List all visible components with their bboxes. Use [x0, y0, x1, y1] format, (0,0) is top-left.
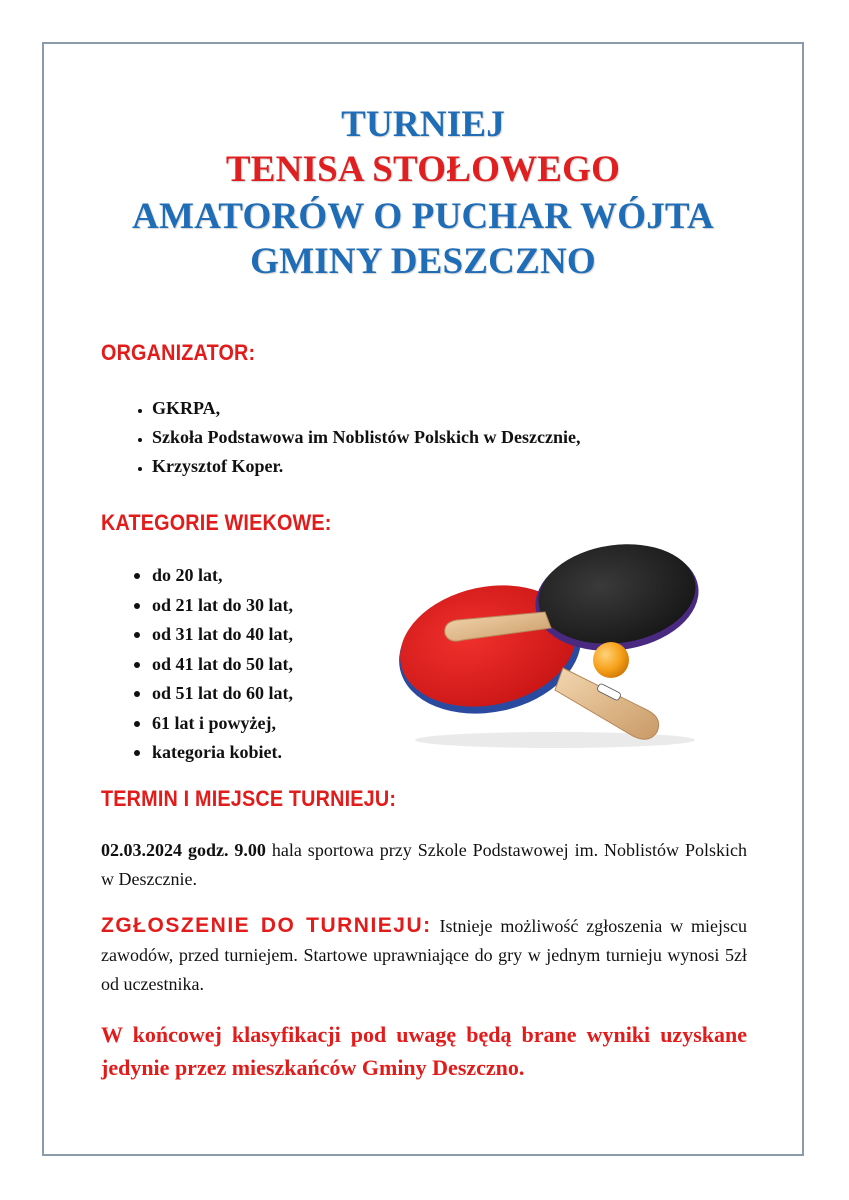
organizer-item: • Krzysztof Koper.	[152, 452, 581, 481]
categories-heading: KATEGORIE WIEKOWE:	[101, 510, 332, 535]
venue-paragraph	[101, 836, 747, 894]
ping-pong-paddles-icon	[395, 540, 715, 750]
registration-heading: ZGŁOSZENIE DO TURNIEJU:	[101, 914, 432, 937]
category-item: • od 31 lat do 40 lat,	[152, 620, 293, 650]
classification-note: W końcowej klasyfikacji pod uwagę będą brane wyniki uzyskane jedynie przez mieszkańców Gminy Deszczno.	[101, 1022, 747, 1080]
categories-list	[100, 561, 293, 768]
venue-text: hala sportowa przy Szkole Podstawowej im. Noblistów Polskich w Deszcznie.	[101, 840, 748, 889]
category-item: • kategoria kobiet.	[152, 738, 293, 768]
title-line-1: TURNIEJ	[341, 104, 505, 145]
venue-heading: TERMIN I MIEJSCE TURNIEJU:	[101, 786, 397, 811]
organizer-item: • Szkoła Podstawowa im Noblistów Polskich w Deszcznie,	[152, 423, 581, 452]
category-item: • do 20 lat,	[152, 561, 293, 591]
organizer-heading: ORGANIZATOR:	[101, 340, 256, 365]
title-line-4: GMINY DESZCZNO	[250, 241, 596, 282]
category-item: • od 21 lat do 30 lat,	[152, 591, 293, 621]
organizer-item: • GKRPA,	[152, 394, 581, 423]
organizer-list	[100, 394, 581, 481]
registration-text: Istnieje możliwość zgłoszenia w miejscu zawodów, przed turniejem. Startowe uprawniające do gry w jednym turnieju wynosi 5zł od uczestnika.	[101, 916, 747, 994]
title-line-3: AMATORÓW O PUCHAR WÓJTA	[132, 196, 714, 237]
title-line-2: TENISA STOŁOWEGO	[225, 149, 621, 190]
category-item: • od 51 lat do 60 lat,	[152, 679, 293, 709]
category-item: • 61 lat i powyżej,	[152, 709, 293, 739]
category-item: • od 41 lat do 50 lat,	[152, 650, 293, 680]
registration-paragraph	[101, 911, 747, 999]
venue-date-time: 02.03.2024 godz. 9.00	[101, 840, 266, 860]
